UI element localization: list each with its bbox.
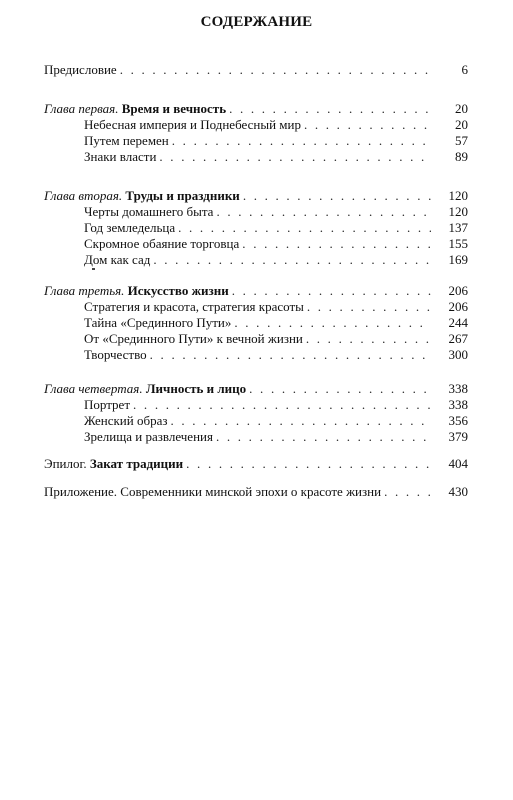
chapter-prefix: Глава четвертая. xyxy=(44,381,143,396)
leader-dots xyxy=(120,62,431,78)
toc-label: Небесная империя и Поднебесный мир xyxy=(84,117,301,132)
toc-section[interactable] xyxy=(84,236,468,252)
chapter-title: Искусство жизни xyxy=(127,283,229,298)
toc-label: Черты домашнего быта xyxy=(84,204,214,219)
leader-dots xyxy=(159,149,431,165)
toc-label: Тайна «Срединного Пути» xyxy=(84,315,232,330)
leader-dots xyxy=(216,204,431,220)
toc-label: От «Срединного Пути» к вечной жизни xyxy=(84,331,303,346)
toc-page-number: 206 xyxy=(448,283,468,298)
toc-section[interactable] xyxy=(84,315,468,331)
toc-section[interactable] xyxy=(84,133,468,149)
leader-dots xyxy=(306,331,431,347)
toc-page-number: 57 xyxy=(455,133,468,148)
toc-page-number: 137 xyxy=(448,220,468,235)
toc-label: Зрелища и развлечения xyxy=(84,429,213,444)
leader-dots xyxy=(172,133,431,149)
toc-page-number: 404 xyxy=(448,456,468,471)
leader-dots xyxy=(249,381,431,397)
leader-dots xyxy=(153,252,431,268)
toc-page-number: 20 xyxy=(455,101,468,116)
toc-entry-appendix[interactable] xyxy=(44,484,468,500)
leader-dots xyxy=(243,188,431,204)
toc-page-number: 338 xyxy=(448,381,468,396)
toc-label: Скромное обаяние торговца xyxy=(84,236,240,251)
chapter-prefix: Глава вторая. xyxy=(44,188,123,203)
toc-section[interactable] xyxy=(84,252,468,268)
toc-label: Творчество xyxy=(84,347,147,362)
epilogue-title: Закат традиции xyxy=(89,456,184,471)
toc-page-number: 89 xyxy=(455,149,468,164)
leader-dots xyxy=(186,456,431,472)
toc-chapter-4[interactable] xyxy=(44,381,468,397)
toc-page-number: 430 xyxy=(448,484,468,499)
print-speck xyxy=(92,268,95,270)
toc-page-number: 155 xyxy=(448,236,468,251)
toc-chapter-1[interactable] xyxy=(44,101,468,117)
toc-entry-preface[interactable] xyxy=(44,62,468,78)
chapter-title: Время и вечность xyxy=(121,101,227,116)
toc-page-number: 379 xyxy=(448,429,468,444)
leader-dots xyxy=(229,101,431,117)
epilogue-prefix: Эпилог. xyxy=(44,456,87,471)
toc-label: Путем перемен xyxy=(84,133,169,148)
toc-label: Знаки власти xyxy=(84,149,157,164)
toc-section[interactable] xyxy=(84,204,468,220)
toc-section[interactable] xyxy=(84,299,468,315)
chapter-title: Труды и праздники xyxy=(125,188,240,203)
toc-page-number: 6 xyxy=(461,62,468,77)
toc-label: Приложение. Современники минской эпохи о красоте жизни xyxy=(44,484,382,499)
leader-dots xyxy=(307,299,431,315)
toc-section[interactable] xyxy=(84,149,468,165)
toc-entry-epilogue[interactable] xyxy=(44,456,468,472)
leader-dots xyxy=(216,429,431,445)
toc-page-number: 169 xyxy=(448,252,468,267)
toc-label: Предисловие xyxy=(44,62,117,77)
leader-dots xyxy=(170,413,431,429)
toc-section[interactable] xyxy=(84,413,468,429)
leader-dots xyxy=(384,484,431,500)
toc-page-number: 120 xyxy=(448,188,468,203)
toc-chapter-3[interactable] xyxy=(44,283,468,299)
toc-label: Дом как сад xyxy=(84,252,151,267)
leader-dots xyxy=(234,315,431,331)
toc-section[interactable] xyxy=(84,117,468,133)
toc-page-number: 300 xyxy=(448,347,468,362)
toc-label: Женский образ xyxy=(84,413,168,428)
toc-label: Год земледельца xyxy=(84,220,176,235)
page-title: СОДЕРЖАНИЕ xyxy=(200,14,313,30)
toc-section[interactable] xyxy=(84,220,468,236)
toc-page-number: 206 xyxy=(448,299,468,314)
chapter-title: Личность и лицо xyxy=(145,381,247,396)
chapter-prefix: Глава третья. xyxy=(44,283,125,298)
toc-page-number: 244 xyxy=(448,315,468,330)
toc-section[interactable] xyxy=(84,429,468,445)
toc-section[interactable] xyxy=(84,347,468,363)
toc-chapter-2[interactable] xyxy=(44,188,468,204)
leader-dots xyxy=(242,236,431,252)
chapter-prefix: Глава первая. xyxy=(44,101,119,116)
leader-dots xyxy=(178,220,431,236)
toc-page-number: 356 xyxy=(448,413,468,428)
toc-page-number: 338 xyxy=(448,397,468,412)
toc-label: Портрет xyxy=(84,397,131,412)
leader-dots xyxy=(133,397,431,413)
toc-page-number: 20 xyxy=(455,117,468,132)
toc-section[interactable] xyxy=(84,331,468,347)
leader-dots xyxy=(150,347,431,363)
toc-page-number: 267 xyxy=(448,331,468,346)
toc-section[interactable] xyxy=(84,397,468,413)
toc-page-number: 120 xyxy=(448,204,468,219)
leader-dots xyxy=(232,283,431,299)
leader-dots xyxy=(304,117,431,133)
toc-label: Стратегия и красота, стратегия красоты xyxy=(84,299,304,314)
